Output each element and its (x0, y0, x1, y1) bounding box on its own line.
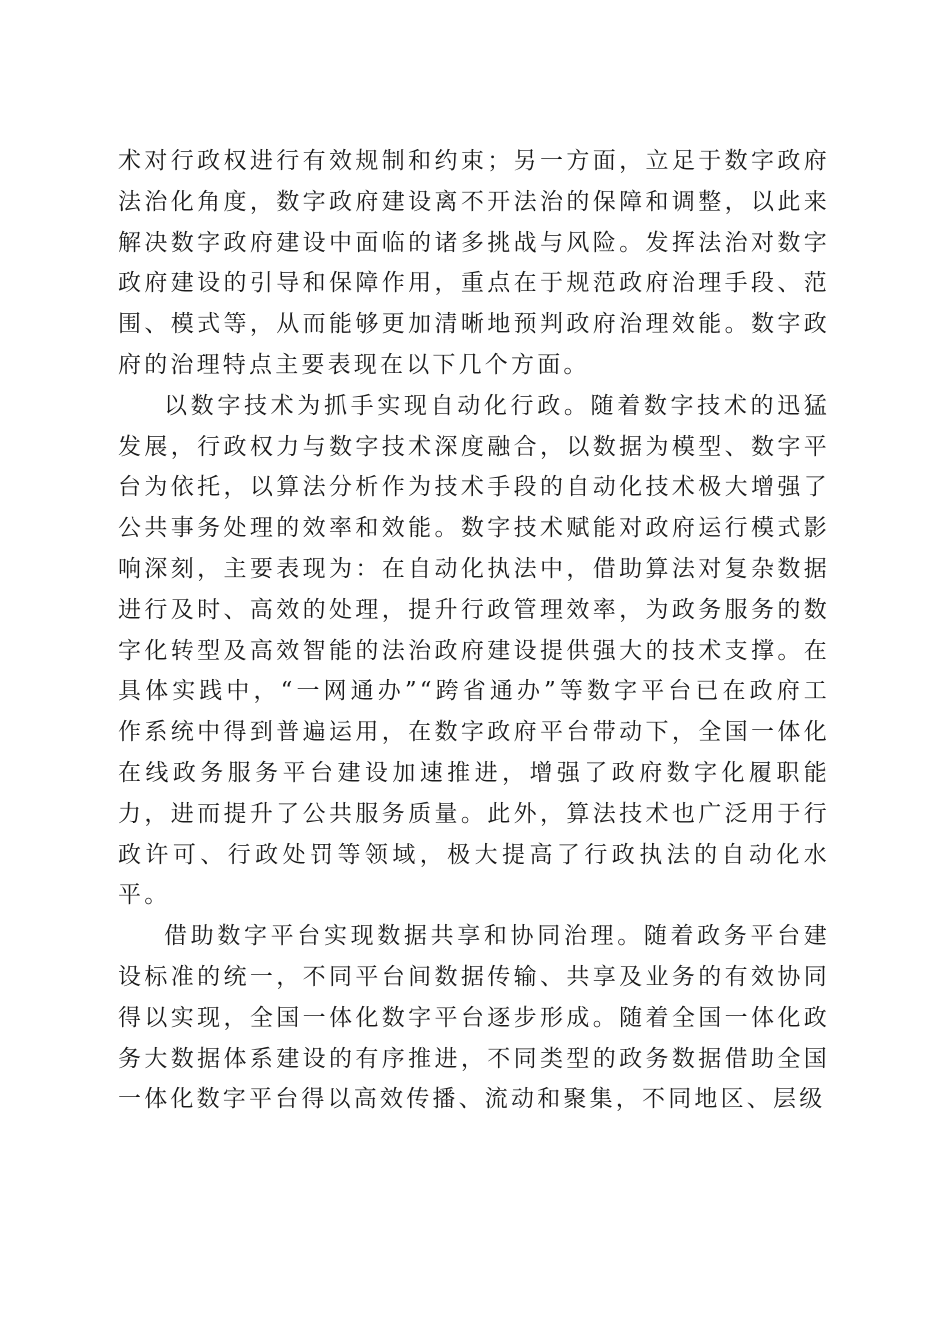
paragraph-data-sharing: 借助数字平台实现数据共享和协同治理。随着政务平台建设标准的统一，不同平台间数据传输、共享及业务的有效协同得以实现，全国一体化数字平台逐步形成。随着全国一体化政务大数据体系建设的有序推进，不同类型的政务数据借助全国一体化数字平台得以高效传播、流动和聚集，不同地区、层级 (118, 923, 830, 1113)
paragraph-automated-administration: 以数字技术为抓手实现自动化行政。随着数字技术的迅猛发展，行政权力与数字技术深度融合，以数据为模型、数字平台为依托，以算法分析作为技术手段的自动化技术极大增强了公共事务处理的效率和效能。数字技术赋能对政府运行模式影响深刻，主要表现为：在自动化执法中，借助算法对复杂数据进行及时、高效的处理，提升行政管理效率，为政务服务的数字化转型及高效智能的法治政府建设提供强大的技术支撑。在具体实践中，“一网通办”“跨省通办”等数字平台已在政府工作系统中得到普遍运用，在数字政府平台带动下，全国一体化在线政务服务平台建设加速推进，增强了政府数字化履职能力，进而提升了公共服务质量。此外，算法技术也广泛用于行政许可、行政处罚等领域，极大提高了行政执法的自动化水平。 (118, 392, 830, 909)
paragraph-continuation: 术对行政权进行有效规制和约束；另一方面，立足于数字政府法治化角度，数字政府建设离不开法治的保障和调整，以此来解决数字政府建设中面临的诸多挑战与风险。发挥法治对数字政府建设的引导和保障作用，重点在于规范政府治理手段、范围、模式等，从而能够更加清晰地预判政府治理效能。数字政府的治理特点主要表现在以下几个方面。 (118, 148, 830, 378)
body-text (118, 141, 830, 1120)
